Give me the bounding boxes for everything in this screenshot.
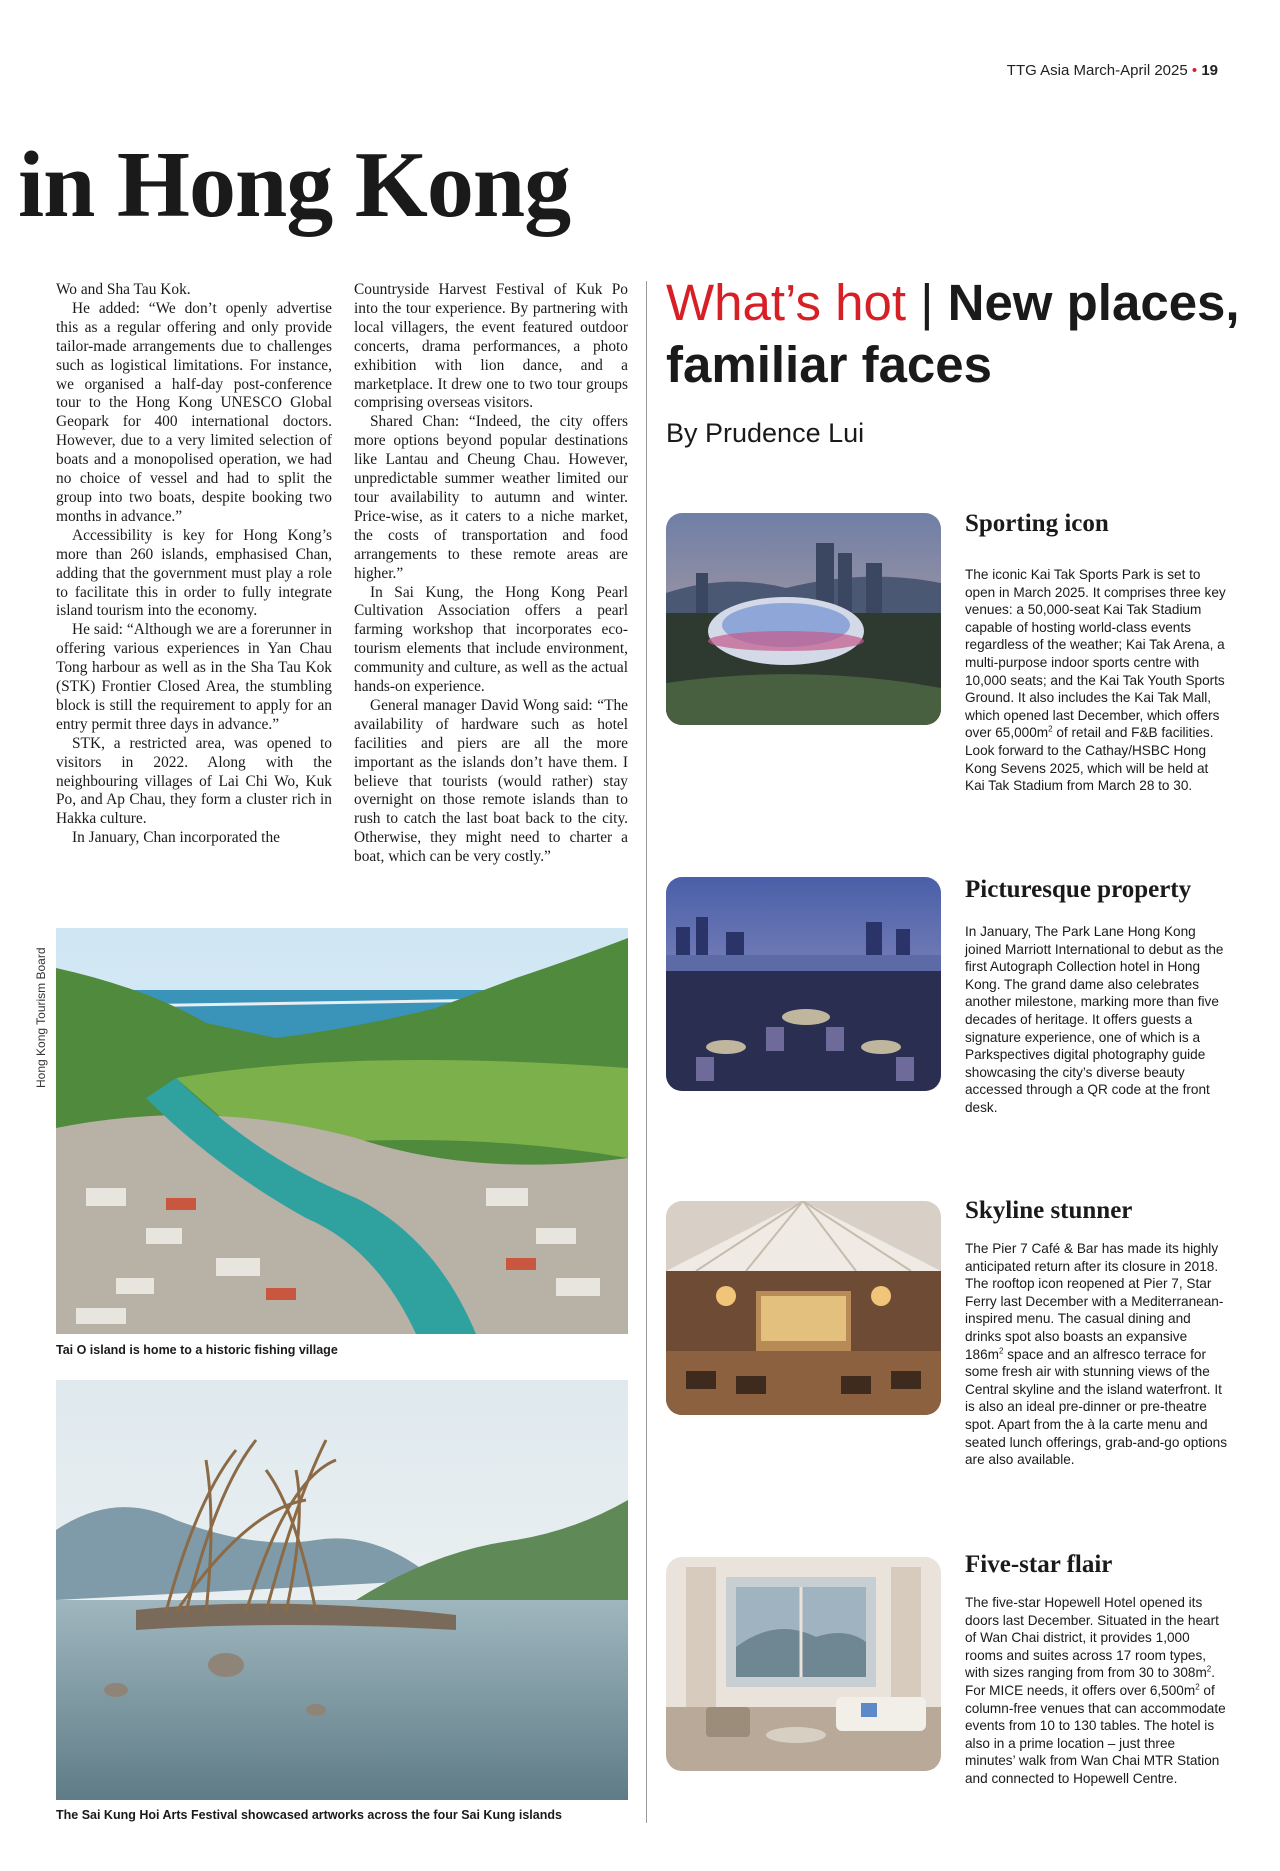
paragraph: General manager David Wong said: “The availability of hardware such as hotel facilities and piers are all the more important as the islands don’t have them. I believe that tourists (would rather) stay overnight on those remote islands than to rush to catch the last boat back to the city. Otherwise, they might need to charter a boat, which can be very costly.” xyxy=(354,696,628,866)
byline: By Prudence Lui xyxy=(666,418,865,448)
sai-kung-caption: The Sai Kung Hoi Arts Festival showcased artworks across the four Sai Kung islands xyxy=(56,1808,562,1822)
body-text: of column-free venues that can accommodate events from 10 to 130 tables. The hotel is also in a prime location – just three minutes’ walk from Wan Chai MTR Station and connected to Hopewell Centre. xyxy=(965,1682,1226,1786)
whats-hot-label: What’s hot xyxy=(666,274,907,331)
paragraph: STK, a restricted area, was opened to visitors in 2022. Along with the neighbouring villages of Lai Chi Wo, Kuk Po, and Ap Chau, they form a cluster rich in Hakka culture. xyxy=(56,734,332,828)
tai-o-photo xyxy=(56,928,628,1334)
sai-kung-photo xyxy=(56,1380,628,1800)
body-text: . For MICE needs, it offers over 6,500m xyxy=(965,1665,1216,1698)
item-title-picturesque-property: Picturesque property xyxy=(965,876,1192,903)
hotel-room-illustration xyxy=(666,1557,941,1771)
item-title-five-star-flair: Five-star flair xyxy=(965,1551,1113,1578)
body-text: The iconic Kai Tak Sports Park is set to open in March 2025. It comprises three key venues: a 50,000-seat Kai Tak Stadium capable of hosting world-class events regardless of the weather; Kai Tak Arena, a multi-purpose indoor sports centre with 10,000 seats; and the Kai Tak Youth Sports Ground. It also includes the Kai Tak Mall, which opened last December, which offers over 65,000m xyxy=(965,567,1226,741)
page-header xyxy=(1007,62,1218,79)
paragraph: Shared Chan: “Indeed, the city offers more options beyond popular destinations like Lantau and Cheung Chau. However, unpredictable summer weather limited our tour availability to autumn and winter. Price-wise, as it caters to a niche market, the costs of transportation and food arrangements to these remote areas are higher.” xyxy=(354,413,628,582)
item-body-picturesque-property: In January, The Park Lane Hong Kong joined Marriott International to debut as the first Autograph Collection hotel in Hong Kong. The grand dame also celebrates another milestone, marking more than five decades of heritage. It offers guests a signature experience, one of which is a Parkspectives digital photography guide showcasing the city’s diverse beauty accessed through a QR code at the front desk. xyxy=(965,924,1224,1115)
paragraph: He said: “Although we are a forerunner in offering various experiences in Yan Chau Tong harbour as well as in the Sha Tau Kok (STK) Frontier Closed Area, the stumbling block is still the requirement to apply for an entry permit three days in advance.” xyxy=(56,621,332,733)
page-number: 19 xyxy=(1201,62,1218,79)
superscript: 2 xyxy=(999,1346,1004,1356)
item-body-skyline-stunner xyxy=(965,1240,1227,1469)
body-text: The five-star Hopewell Hotel opened its doors last December. Situated in the heart of Wan Chai district, it provides 1,000 rooms and suites across 17 room types, with sizes ranging from from 30 to 308m xyxy=(965,1595,1219,1681)
pier-7-cafe-photo xyxy=(666,1201,941,1415)
paragraph: Accessibility is key for Hong Kong’s more than 260 islands, emphasised Chan, adding that the government must play a role to facilitate this in order to fully integrate island tourism into the economy. xyxy=(56,526,332,620)
stadium-illustration xyxy=(666,513,941,725)
paragraph: In January, Chan incorporated the xyxy=(72,829,280,847)
article-headline: in Hong Kong xyxy=(18,133,571,237)
item-body-sporting-icon xyxy=(965,566,1227,795)
photo-credit: Hong Kong Tourism Board xyxy=(34,947,48,1088)
paragraph: Wo and Sha Tau Kok. xyxy=(56,281,191,298)
body-text: of retail and F&B facilities. Look forward to the Cathay/HSBC Hong Kong Sevens 2025, which will be held at Kai Tak Stadium from March 28 to 30. xyxy=(965,725,1214,794)
column-divider xyxy=(646,281,647,1823)
item-body-five-star-flair xyxy=(965,1594,1227,1788)
article-column-1 xyxy=(56,281,332,848)
superscript: 2 xyxy=(1048,724,1053,734)
sai-kung-illustration xyxy=(56,1380,628,1800)
tai-o-caption: Tai O island is home to a historic fishing village xyxy=(56,1343,338,1357)
header-bullet: • xyxy=(1191,62,1198,79)
publication-name: TTG Asia March-April 2025 xyxy=(1006,62,1188,79)
superscript: 2 xyxy=(1206,1664,1212,1674)
tai-o-illustration xyxy=(56,928,628,1334)
body-text: The Pier 7 Café & Bar has made its highly anticipated return after its closure in 2018. The rooftop icon reopened at Pier 7, Star Ferry last December with a Mediterranean-inspired menu. The casual dining and drinks spot also boasts an expansive 186m xyxy=(965,1241,1224,1362)
paragraph: He added: “We don’t openly advertise this as a regular offering and only provide tailor-made arrangements due to challenges such as logistical limitations. For instance, we organised a half-day post-conference tour to the Hong Kong UNESCO Global Geopark for 400 international doctors. However, due to a very limited selection of boats and a monopolised operation, we had no choice of vessel and had to split the group into two boats, despite booking two months in advance.” xyxy=(56,299,332,525)
item-title-sporting-icon: Sporting icon xyxy=(965,510,1109,537)
superscript: 2 xyxy=(1195,1682,1200,1692)
whats-hot-title: New places, familiar faces xyxy=(666,274,1240,393)
hopewell-hotel-photo xyxy=(666,1557,941,1771)
heading-separator: | xyxy=(920,274,934,331)
cafe-interior-illustration xyxy=(666,1201,941,1415)
item-title-skyline-stunner: Skyline stunner xyxy=(965,1197,1133,1224)
paragraph: In Sai Kung, the Hong Kong Pearl Cultivation Association offers a pearl farming workshop that incorporates eco-tourism elements that include environment, community and culture, as well as the actual hands-on experience. xyxy=(354,583,628,696)
park-lane-hotel-photo xyxy=(666,877,941,1091)
photo-credit-wrap xyxy=(34,928,50,1088)
body-text: space and an alfresco terrace for some fresh air with stunning views of the Central skyline and the island waterfront. It is also an ideal pre-dinner or pre-theatre spot. Apart from the à la carte menu and seated lunch offerings, grab-and-go options are also available. xyxy=(965,1346,1227,1468)
article-column-2 xyxy=(354,281,628,867)
whats-hot-heading xyxy=(666,272,1251,396)
paragraph: Countryside Harvest Festival of Kuk Po into the tour experience. By partnering with local villagers, the event featured outdoor concerts, drama performances, a photo exhibition with lion dance, and a marketplace. It drew one to two tour groups comprising overseas visitors. xyxy=(354,281,628,412)
rooftop-illustration xyxy=(666,877,941,1091)
kai-tak-stadium-photo xyxy=(666,513,941,725)
